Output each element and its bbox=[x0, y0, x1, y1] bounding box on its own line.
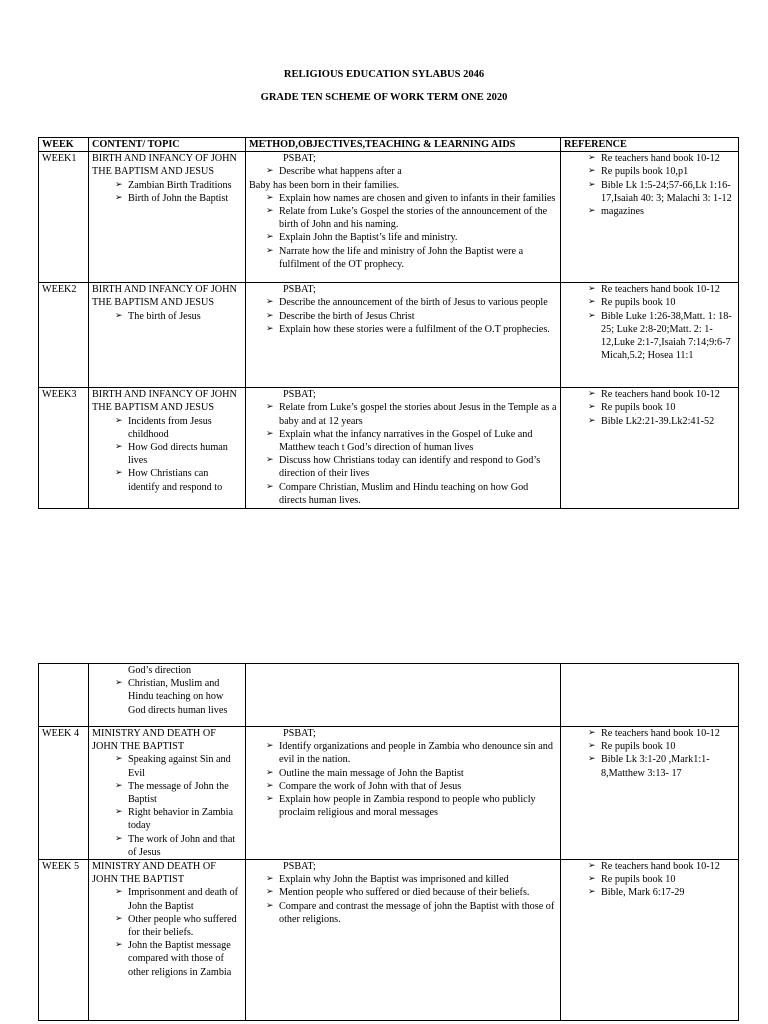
arrow-bullet-icon: ➢ bbox=[115, 780, 123, 791]
list-item: ➢ magazines bbox=[588, 206, 644, 218]
arrow-bullet-icon: ➢ bbox=[266, 887, 274, 898]
arrow-bullet-icon: ➢ bbox=[115, 833, 123, 844]
method-cell bbox=[246, 388, 561, 509]
topic-title: BIRTH AND INFANCY OF JOHN THE BAPTISM AND JESUS bbox=[92, 389, 237, 414]
arrow-bullet-icon: ➢ bbox=[266, 297, 274, 308]
method-lead: PSBAT; bbox=[283, 284, 316, 296]
list-item: ➢ Re teachers hand book 10-12 bbox=[588, 389, 720, 401]
table-row bbox=[39, 727, 739, 860]
arrow-bullet-icon: ➢ bbox=[266, 232, 274, 243]
reference-cell bbox=[561, 664, 739, 727]
table-row bbox=[39, 860, 739, 1021]
topic-title: BIRTH AND INFANCY OF JOHN THE BAPTISM AND JESUS bbox=[92, 284, 237, 309]
table-row bbox=[39, 152, 739, 283]
scheme-table-page2 bbox=[38, 663, 739, 1021]
arrow-bullet-icon: ➢ bbox=[266, 741, 274, 752]
list-item: ➢ Relate from Luke’s Gospel the stories of the announcement of the birth of John and his naming. bbox=[266, 206, 548, 231]
arrow-bullet-icon: ➢ bbox=[266, 767, 274, 778]
document-subtitle: GRADE TEN SCHEME OF WORK TERM ONE 2020 bbox=[260, 92, 508, 103]
arrow-bullet-icon: ➢ bbox=[266, 402, 274, 413]
topic-continuation: God’s direction bbox=[128, 665, 192, 676]
list-item: ➢ Bible Luke 1:26-38,Matt. 1: 18-25; Luke 2:8-20;Matt. 2: 1-12,Luke 2:1-7,Isaiah 7:14;9:6-7 Micah,5.2; Hosea 11:1 bbox=[588, 310, 732, 362]
list-item: ➢ Describe the birth of Jesus Christ bbox=[266, 310, 415, 322]
week-cell: WEEK1 bbox=[39, 152, 89, 283]
arrow-bullet-icon: ➢ bbox=[266, 455, 274, 466]
table-row bbox=[39, 388, 739, 509]
arrow-bullet-icon: ➢ bbox=[588, 179, 596, 190]
list-item: ➢ Discuss how Christians today can identify and respond to God’s direction of their lives bbox=[266, 455, 541, 480]
arrow-bullet-icon: ➢ bbox=[588, 206, 596, 217]
method-lead: PSBAT; bbox=[283, 728, 316, 739]
method-cell bbox=[246, 283, 561, 388]
list-item: ➢ Speaking against Sin and Evil bbox=[115, 754, 231, 779]
week-cell: WEEK3 bbox=[39, 388, 89, 509]
arrow-bullet-icon: ➢ bbox=[588, 754, 596, 765]
arrow-bullet-icon: ➢ bbox=[266, 794, 274, 805]
topic-title: BIRTH AND INFANCY OF JOHN THE BAPTISM AND JESUS bbox=[92, 153, 237, 178]
list-item: ➢ Explain how people in Zambia respond to people who publicly proclaim religious and moral messages bbox=[266, 794, 536, 819]
arrow-bullet-icon: ➢ bbox=[266, 481, 274, 492]
list-item: ➢ Incidents from Jesus childhood bbox=[115, 415, 212, 440]
arrow-bullet-icon: ➢ bbox=[266, 900, 274, 911]
list-item: ➢ The birth of Jesus bbox=[115, 310, 201, 322]
list-item: ➢ Re teachers hand book 10-12 bbox=[588, 861, 720, 873]
list-item: ➢ How God directs human lives bbox=[115, 442, 228, 467]
arrow-bullet-icon: ➢ bbox=[115, 913, 123, 924]
arrow-bullet-icon: ➢ bbox=[115, 887, 123, 898]
list-item: ➢ Re pupils book 10 bbox=[588, 874, 676, 886]
list-item: ➢ Describe the announcement of the birth of Jesus to various people bbox=[266, 297, 548, 309]
arrow-bullet-icon: ➢ bbox=[588, 284, 596, 295]
list-item: ➢ Birth of John the Baptist bbox=[115, 192, 229, 204]
arrow-bullet-icon: ➢ bbox=[588, 741, 596, 752]
list-item: ➢ Compare Christian, Muslim and Hindu teaching on how God directs human lives. bbox=[266, 481, 529, 506]
method-cell bbox=[246, 664, 561, 727]
list-item: ➢ Bible Lk 1:5-24;57-66,Lk 1:16-17,Isaiah 40: 3; Malachi 3: 1-12 bbox=[588, 179, 732, 204]
arrow-bullet-icon: ➢ bbox=[588, 297, 596, 308]
document-title: RELIGIOUS EDUCATION SYLABUS 2046 bbox=[283, 69, 485, 80]
list-item: ➢ Explain how these stories were a fulfilment of the O.T prophecies. bbox=[266, 323, 550, 335]
list-item: ➢ Re pupils book 10 bbox=[588, 402, 676, 414]
list-item: ➢ Re pupils book 10,p1 bbox=[588, 166, 689, 178]
arrow-bullet-icon: ➢ bbox=[588, 402, 596, 413]
topic-cell bbox=[89, 727, 246, 860]
list-item: ➢ Describe what happens after a bbox=[266, 166, 402, 178]
topic-cell bbox=[89, 860, 246, 1021]
header-reference: REFERENCE bbox=[561, 138, 739, 152]
arrow-bullet-icon: ➢ bbox=[266, 323, 274, 334]
list-item: ➢ The work of John and that of Jesus bbox=[115, 833, 236, 858]
scheme-table-page1 bbox=[38, 137, 739, 509]
table-row bbox=[39, 664, 739, 727]
list-item: ➢ Bible Lk2:21-39.Lk2:41-52 bbox=[588, 415, 715, 427]
list-item: ➢ Identify organizations and people in Zambia who denounce sin and evil in the nation. bbox=[266, 741, 553, 766]
list-item: ➢ John the Baptist message compared with those of other religions in Zambia bbox=[115, 940, 232, 978]
arrow-bullet-icon: ➢ bbox=[588, 861, 596, 872]
list-item: ➢ Re teachers hand book 10-12 bbox=[588, 728, 720, 739]
week-cell: WEEK2 bbox=[39, 283, 89, 388]
arrow-bullet-icon: ➢ bbox=[266, 166, 274, 177]
arrow-bullet-icon: ➢ bbox=[115, 192, 123, 203]
list-item: ➢ The message of John the Baptist bbox=[115, 780, 229, 806]
week-cell: WEEK 5 bbox=[39, 860, 89, 1021]
method-lead: PSBAT; bbox=[283, 389, 316, 401]
method-cell bbox=[246, 860, 561, 1021]
list-item: ➢ Re teachers hand book 10-12 bbox=[588, 284, 720, 296]
list-item: ➢ Bible Lk 3:1-20 ,Mark1:1-8,Matthew 3:13- 17 bbox=[588, 754, 710, 779]
topic-cell bbox=[89, 152, 246, 283]
list-item: ➢ Re pupils book 10 bbox=[588, 297, 676, 309]
arrow-bullet-icon: ➢ bbox=[115, 678, 123, 689]
list-item: ➢ Relate from Luke’s gospel the stories about Jesus in the Temple as a baby and at 12 years bbox=[266, 402, 557, 427]
list-item: ➢ Bible, Mark 6:17-29 bbox=[588, 887, 685, 899]
list-item: ➢ Right behavior in Zambia today bbox=[115, 807, 233, 832]
list-item: ➢ Outline the main message of John the Baptist bbox=[266, 767, 464, 779]
arrow-bullet-icon: ➢ bbox=[115, 754, 123, 765]
reference-cell bbox=[561, 152, 739, 283]
list-item: ➢ Imprisonment and death of John the Baptist bbox=[115, 887, 239, 912]
header-content-topic: CONTENT/ TOPIC bbox=[89, 138, 246, 152]
arrow-bullet-icon: ➢ bbox=[266, 428, 274, 439]
topic-cell bbox=[89, 664, 246, 727]
table-row bbox=[39, 283, 739, 388]
arrow-bullet-icon: ➢ bbox=[588, 389, 596, 400]
week-cell: WEEK 4 bbox=[39, 727, 89, 860]
list-item: ➢ Compare the work of John with that of Jesus bbox=[266, 780, 462, 792]
list-item: ➢ Explain how names are chosen and given to infants in their families bbox=[266, 192, 556, 204]
arrow-bullet-icon: ➢ bbox=[115, 415, 123, 426]
arrow-bullet-icon: ➢ bbox=[588, 166, 596, 177]
arrow-bullet-icon: ➢ bbox=[588, 728, 596, 738]
table-header-row bbox=[39, 138, 739, 152]
arrow-bullet-icon: ➢ bbox=[588, 153, 596, 164]
week-cell bbox=[39, 664, 89, 727]
reference-cell bbox=[561, 727, 739, 860]
reference-cell bbox=[561, 283, 739, 388]
list-item: ➢ Zambian Birth Traditions bbox=[115, 179, 232, 191]
arrow-bullet-icon: ➢ bbox=[115, 468, 123, 479]
list-item: ➢ Explain John the Baptist’s life and ministry. bbox=[266, 232, 458, 244]
list-item: ➢ Mention people who suffered or died because of their beliefs. bbox=[266, 887, 530, 899]
arrow-bullet-icon: ➢ bbox=[266, 310, 274, 321]
arrow-bullet-icon: ➢ bbox=[115, 442, 123, 453]
list-item: ➢ Explain why John the Baptist was imprisoned and killed bbox=[266, 874, 509, 886]
arrow-bullet-icon: ➢ bbox=[266, 192, 274, 203]
arrow-bullet-icon: ➢ bbox=[588, 887, 596, 898]
reference-cell bbox=[561, 860, 739, 1021]
arrow-bullet-icon: ➢ bbox=[115, 179, 123, 190]
topic-title: MINISTRY AND DEATH OF JOHN THE BAPTIST bbox=[92, 861, 216, 886]
arrow-bullet-icon: ➢ bbox=[588, 415, 596, 426]
list-item: ➢ Other people who suffered for their beliefs. bbox=[115, 913, 237, 939]
method-lead: PSBAT; bbox=[283, 861, 316, 873]
method-cell bbox=[246, 152, 561, 283]
arrow-bullet-icon: ➢ bbox=[115, 310, 123, 321]
reference-cell bbox=[561, 388, 739, 509]
method-cell bbox=[246, 727, 561, 860]
arrow-bullet-icon: ➢ bbox=[115, 807, 123, 818]
arrow-bullet-icon: ➢ bbox=[266, 245, 274, 256]
list-item: ➢ Re teachers hand book 10-12 bbox=[588, 153, 720, 165]
method-lead: PSBAT; bbox=[283, 153, 316, 165]
list-item: ➢ Compare and contrast the message of john the Baptist with those of other religions. bbox=[266, 900, 555, 925]
list-item: ➢ How Christians can identify and respond to bbox=[115, 468, 223, 493]
header-method: METHOD,OBJECTIVES,TEACHING & LEARNING AIDS bbox=[246, 138, 561, 152]
topic-title: MINISTRY AND DEATH OF JOHN THE BAPTIST bbox=[92, 728, 216, 753]
arrow-bullet-icon: ➢ bbox=[588, 310, 596, 321]
list-item: ➢ Christian, Muslim and Hindu teaching on how God directs human lives bbox=[115, 678, 228, 716]
header-week: WEEK bbox=[39, 138, 89, 152]
list-item: ➢ Explain what the infancy narratives in the Gospel of Luke and Matthew teach t God’s direction of human lives bbox=[266, 428, 533, 454]
topic-cell bbox=[89, 283, 246, 388]
arrow-bullet-icon: ➢ bbox=[266, 874, 274, 885]
arrow-bullet-icon: ➢ bbox=[115, 940, 123, 951]
method-continuation: Baby has been born in their families. bbox=[249, 179, 400, 191]
list-item: ➢ Re pupils book 10 bbox=[588, 741, 676, 753]
list-item: ➢ Narrate how the life and ministry of John the Baptist were a fulfilment of the OT prophecy. bbox=[266, 245, 524, 270]
topic-cell bbox=[89, 388, 246, 509]
arrow-bullet-icon: ➢ bbox=[266, 206, 274, 217]
arrow-bullet-icon: ➢ bbox=[588, 874, 596, 885]
arrow-bullet-icon: ➢ bbox=[266, 780, 274, 791]
